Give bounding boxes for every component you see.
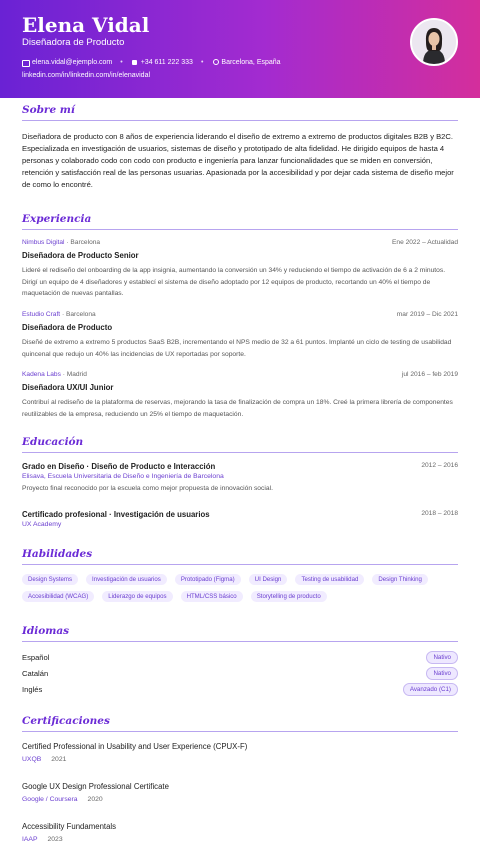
job-description: Diseñé de extremo a extremo 5 productos SaaS B2B, incrementando el NPS medio de 32 a 61 puntos. Implanté un ciclo de testing de usabilidad quincenal que redujo un 40% las incidencias de UX reportadas por soporte.	[22, 339, 452, 358]
education-dates: 2012 – 2016	[421, 462, 458, 469]
job-description: Lideré el rediseño del onboarding de la app insignia, aumentando la conversión un 34% y reduciendo el tiempo de activación de 6 a 2 minutos. Dirigí un equipo de 4 diseñadores y establecí el sistema de diseño adoptado por 12 equipos de producto, recortando un 40% el tiempo de maquetación de nuevas pantallas.	[22, 267, 446, 297]
about-text: Diseñadora de producto con 8 años de experiencia liderando el diseño de extremo a extremo de productos digitales B2B y B2C. Especializada en investigación de usuarios, sistemas de diseño y prototipado de alta fidelidad. He dirigido equipos de hasta 4 personas y colaborado codo con codo con producto e ingeniería para lanzar funcionalidades que se miden en conversión, retención y satisfacción real de las personas usuarias. Apasionada por la accesibilidad y por dejar cada sistema de diseño mejor de como lo encontré.	[22, 132, 454, 189]
job-location: · Madrid	[60, 371, 87, 378]
language-level-badge: Nativo	[426, 667, 458, 680]
location-text: Barcelona, España	[221, 59, 281, 66]
education-dates: 2018 – 2018	[421, 510, 458, 517]
language-row	[22, 651, 458, 664]
section-title-languages: Idiomas	[22, 625, 458, 642]
phone-text: +34 611 222 333	[140, 59, 193, 66]
skill-chip: Liderazgo de equipos	[102, 591, 172, 602]
contact-bar	[22, 59, 281, 66]
education-item	[22, 510, 458, 528]
language-name: Inglés	[22, 685, 43, 694]
resume-header	[0, 0, 480, 98]
certification-year: 2023	[47, 836, 63, 843]
job-item	[22, 239, 458, 300]
skill-chip: Prototipado (Figma)	[175, 574, 241, 585]
job-role: Diseñadora UX/UI Junior	[22, 383, 114, 392]
contact-email[interactable]	[22, 59, 112, 66]
language-name: Español	[22, 653, 50, 662]
job-role: Diseñadora de Producto	[22, 323, 113, 332]
separator-dot: •	[120, 59, 123, 66]
job-role: Diseñadora de Producto Senior	[22, 251, 139, 260]
skills-section	[22, 548, 458, 602]
certification-item	[22, 822, 458, 843]
job-location: · Barcelona	[60, 311, 96, 318]
section-title-about: Sobre mí	[22, 104, 458, 121]
job-dates: Ene 2022 – Actualidad	[392, 239, 458, 246]
job-item	[22, 371, 458, 420]
phone-icon	[131, 59, 138, 66]
job-company: Kadena Labs	[22, 371, 61, 378]
candidate-title: Diseñadora de Producto	[22, 37, 125, 48]
section-title-skills: Habilidades	[22, 548, 458, 565]
education-degree: Grado en Diseño · Diseño de Producto e Interacción	[22, 462, 216, 471]
certification-name: Accessibility Fundamentals	[22, 822, 117, 831]
section-title-experience: Experiencia	[22, 213, 458, 230]
job-company: Estudio Craft	[22, 311, 61, 318]
languages-section	[22, 625, 458, 700]
education-school: UX Academy	[22, 521, 62, 528]
job-item	[22, 311, 458, 360]
skill-chip: Storytelling de producto	[251, 591, 327, 602]
job-dates: mar 2019 – Dic 2021	[396, 311, 458, 318]
section-title-education: Educación	[22, 436, 458, 453]
avatar-photo	[412, 20, 456, 64]
skill-chip: UI Design	[249, 574, 288, 585]
education-degree: Certificado profesional · Investigación de usuarios	[22, 510, 210, 519]
pin-icon	[211, 59, 218, 66]
experience-section	[22, 213, 458, 428]
skill-chip: Accesibilidad (WCAG)	[22, 591, 94, 602]
job-company: Nimbus Digital	[22, 239, 65, 246]
language-row	[22, 667, 458, 680]
mail-icon	[22, 59, 29, 66]
certification-issuer: IAAP	[22, 836, 38, 843]
email-text: elena.vidal@ejemplo.com	[32, 59, 113, 66]
contact-phone[interactable]	[131, 59, 193, 66]
certification-issuer: UXQB	[22, 756, 42, 763]
skill-chip: Testing de usabilidad	[295, 574, 364, 585]
education-school: Elisava, Escuela Universitaria de Diseño e Ingeniería de Barcelona	[22, 473, 224, 480]
language-level-badge: Nativo	[426, 651, 458, 664]
section-title-certifications: Certificaciones	[22, 715, 458, 732]
job-location: · Barcelona	[64, 239, 101, 246]
about-section	[22, 104, 458, 191]
language-row	[22, 683, 458, 696]
certification-name: Google UX Design Professional Certificate	[22, 782, 169, 791]
job-dates: jul 2016 – feb 2019	[401, 371, 458, 378]
certification-item	[22, 782, 458, 803]
skill-chip: Investigación de usuarios	[86, 574, 167, 585]
job-description: Contribuí al rediseño de la plataforma de reservas, mejorando la tasa de finalización de compra un 18%. Creé la primera librería de componentes reutilizables de la empresa, reduciendo un 25% el tiempo de maquetación.	[22, 399, 453, 418]
certification-issuer: Google / Coursera	[22, 796, 78, 803]
skills-list	[22, 574, 458, 602]
education-section	[22, 436, 458, 536]
education-note: Proyecto final reconocido por la escuela como mejor propuesta de innovación social.	[22, 485, 273, 492]
candidate-name: Elena Vidal	[22, 13, 150, 37]
certification-item	[22, 742, 458, 763]
linkedin-link[interactable]: linkedin.com/in/linkedin.com/in/elenavidal	[22, 72, 151, 79]
education-item	[22, 462, 458, 492]
contact-location	[211, 59, 280, 66]
skill-chip: HTML/CSS básico	[181, 591, 243, 602]
certification-year: 2020	[87, 796, 103, 803]
certifications-section	[22, 715, 458, 850]
avatar	[410, 18, 458, 66]
language-level-badge: Avanzado (C1)	[403, 683, 458, 696]
certification-year: 2021	[51, 756, 67, 763]
separator-dot: •	[200, 59, 204, 66]
certification-name: Certified Professional in Usability and User Experience (CPUX-F)	[22, 742, 248, 751]
skill-chip: Design Systems	[22, 574, 78, 585]
skill-chip: Design Thinking	[372, 574, 428, 585]
language-name: Catalán	[22, 669, 49, 678]
